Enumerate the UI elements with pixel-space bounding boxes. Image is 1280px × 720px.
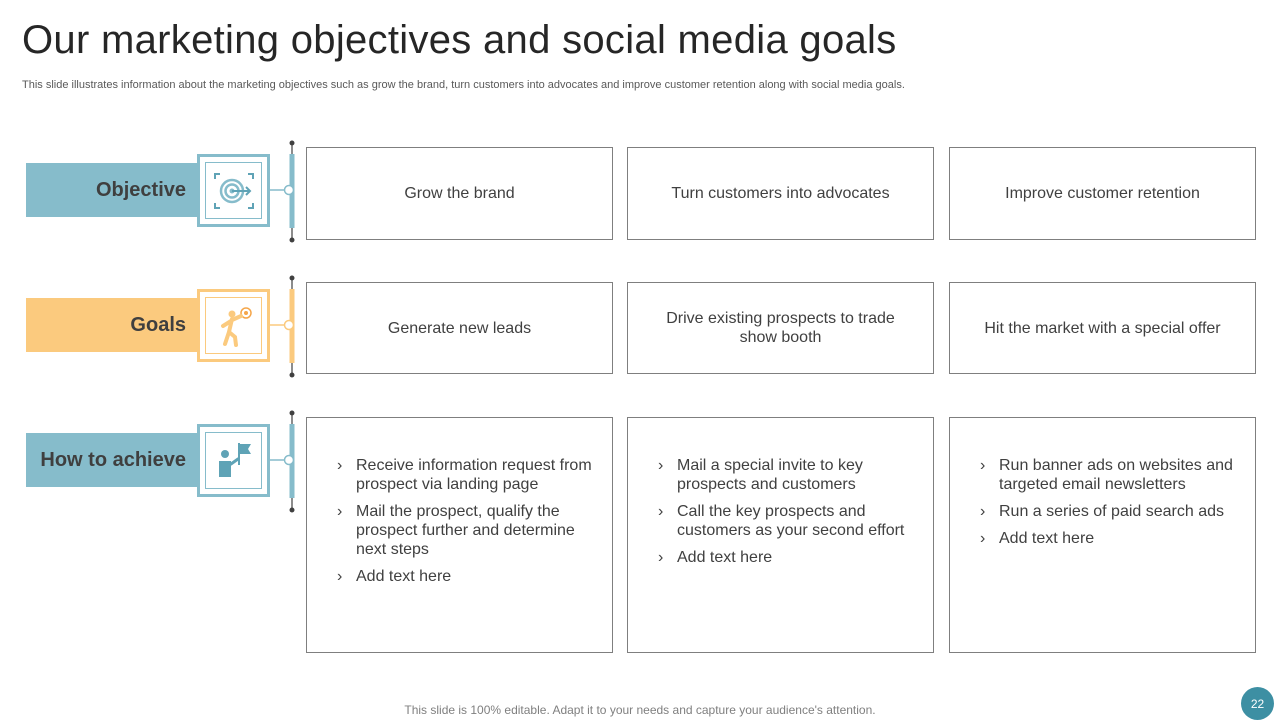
footer-note: This slide is 100% editable. Adapt it to your needs and capture your audience's attention. [404,703,876,717]
goal-card-2: Drive existing prospects to trade show booth [627,282,934,374]
list-item: › Add text here [658,548,913,567]
how-to-achieve-icon-box [197,424,270,497]
goals-icon-box [197,289,270,362]
goal-card-3: Hit the market with a special offer [949,282,1256,374]
achieve-card-2 [627,417,934,653]
person-with-flag-icon [212,439,256,483]
list-item: › Mail the prospect, qualify the prospect further and determine next steps [337,502,592,559]
list-item: › Receive information request from prospect via landing page [337,456,592,494]
achieve-card-3 [949,417,1256,653]
list-item: › Mail a special invite to key prospects and customers [658,456,913,494]
list-item: › Call the key prospects and customers as your second effort [658,502,913,540]
slide-title: Our marketing objectives and social media goals [22,18,897,62]
list-item: › Add text here [337,567,592,586]
achieve-card-1 [306,417,613,653]
objective-connector [268,140,304,244]
page-number-badge: 22 [1241,687,1274,720]
person-reaching-goal-icon [212,304,256,348]
objective-card-3: Improve customer retention [949,147,1256,240]
goal-card-1: Generate new leads [306,282,613,374]
objective-card-2: Turn customers into advocates [627,147,934,240]
list-item: › Run banner ads on websites and targeted email newsletters [980,456,1235,494]
slide-subtitle: This slide illustrates information about the marketing objectives such as grow the brand, turn customers into advocates and improve customer retention along with social media goals. [22,79,905,91]
list-item: › Run a series of paid search ads [980,502,1235,521]
how-to-achieve-connector [268,410,304,514]
target-icon [212,171,256,211]
objective-icon-box [197,154,270,227]
goals-connector [268,275,304,379]
objective-card-1: Grow the brand [306,147,613,240]
goals-label: Goals [26,298,198,352]
list-item: › Add text here [980,529,1235,548]
objective-label: Objective [26,163,198,217]
how-to-achieve-label: How to achieve [26,433,198,487]
